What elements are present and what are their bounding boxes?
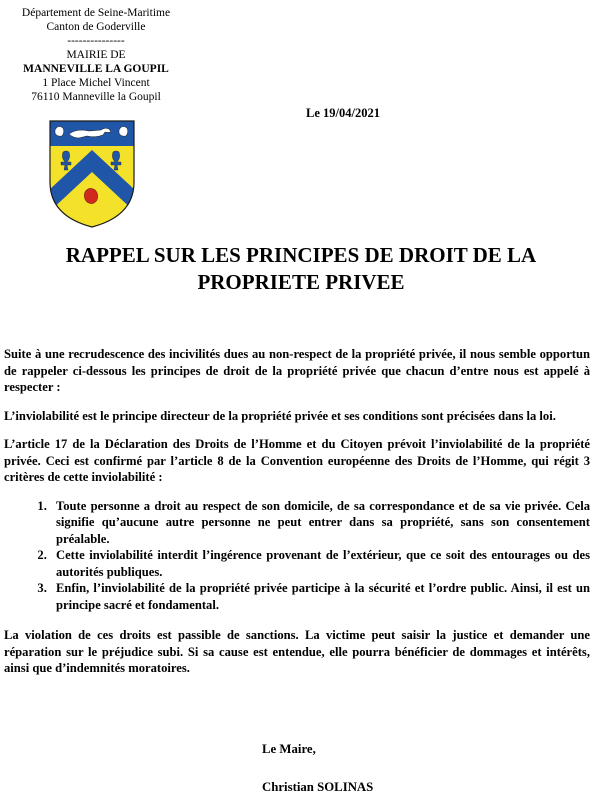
criterion-item-3: 3. Enfin, l’inviolabilité de la propriété privée participe à la sécurité et l’ordre public. Ainsi, il est un principe sacré et fondamental. xyxy=(50,580,590,613)
signature-title: Le Maire, xyxy=(262,742,316,756)
coat-of-arms-svg xyxy=(49,120,135,228)
document-date: Le 19/04/2021 xyxy=(306,106,380,120)
paragraph-principle: L’inviolabilité est le principe directeur de la propriété privée et ses conditions sont précisées dans la loi. xyxy=(4,408,556,423)
criterion-item-2: 2. Cette inviolabilité interdit l’ingérence provenant de l’extérieur, que ce soit des entourages ou des autorités publiques. xyxy=(50,547,590,580)
signature-name: Christian SOLINAS xyxy=(262,780,374,794)
title-line-2: PROPRIETE PRIVEE xyxy=(197,270,405,294)
header-separator: --------------- xyxy=(67,35,125,47)
mairie-header xyxy=(8,6,184,104)
document-body xyxy=(4,346,590,689)
commune-name: MANNEVILLE LA GOUPIL xyxy=(23,63,169,75)
paragraph-sanctions: La violation de ces droits est passible de sanctions. La victime peut saisir la justice et demander une réparation sur le préjudice subi. Si sa cause est entendue, elle pourra bénéficier de dommages et intérêts, ainsi que d’indemnités moratoires. xyxy=(4,628,590,675)
document-title xyxy=(0,242,602,296)
department-line: Département de Seine-Maritime xyxy=(21,7,171,19)
mairie-label: MAIRIE DE xyxy=(66,49,126,61)
address-line-1: 1 Place Michel Vincent xyxy=(42,77,150,89)
paragraph-intro: Suite à une recrudescence des incivilités dues au non-respect de la propriété privée, il nous semble opportun de rappeler ci-dessous les principes de droit de la propriété privée que chacun d’entre nous est appelé à respecter : xyxy=(4,347,590,394)
title-line-1: RAPPEL SUR LES PRINCIPES DE DROIT DE LA xyxy=(65,243,537,267)
canton-line: Canton de Goderville xyxy=(46,21,146,33)
criterion-item-1: 1. Toute personne a droit au respect de son domicile, de sa correspondance et de sa vie privée. Cela signifie qu’aucune autre personne ne peut entrer dans sa propriété, sans son consentement préalable. xyxy=(50,498,590,548)
criteria-list xyxy=(4,498,590,614)
coat-of-arms-icon xyxy=(49,120,135,228)
paragraph-article-17: L’article 17 de la Déclaration des Droits de l’Homme et du Citoyen prévoit l’inviolabilité de la propriété privée. Ceci est confirmé par l’article 8 de la Convention européenne des Droits de l’Homme, qui régit 3 critères de cette inviolabilité : xyxy=(4,437,590,484)
address-line-2: 76110 Manneville la Goupil xyxy=(31,91,161,103)
